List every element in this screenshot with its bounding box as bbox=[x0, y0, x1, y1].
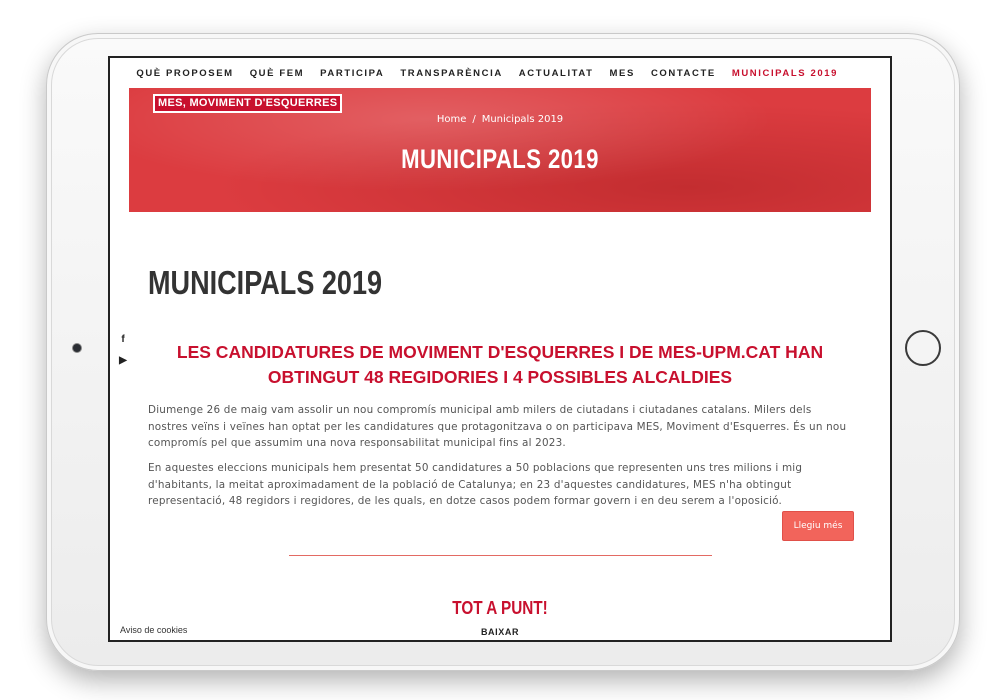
read-more-button[interactable]: Llegiu més bbox=[782, 511, 854, 541]
page-title: MUNICIPALS 2019 bbox=[148, 264, 383, 301]
nav-item-que-proposem[interactable]: QUÈ PROPOSEM bbox=[136, 67, 234, 79]
breadcrumb-current: Municipals 2019 bbox=[481, 114, 564, 125]
social-share-bar bbox=[116, 334, 130, 376]
article-headline[interactable]: LES CANDIDATURES DE MOVIMENT D'ESQUERRES I DE MES-UPM.CAT HAN OBTINGUT 48 REGIDORIES I 4 POSSIBLES ALCALDIES bbox=[176, 342, 824, 387]
nav-item-municipals-2019[interactable]: MUNICIPALS 2019 bbox=[731, 67, 838, 79]
breadcrumb bbox=[129, 114, 871, 125]
article-paragraph-1: Diumenge 26 de maig vam assolir un nou compromís municipal amb milers de ciutadans i ciutadanes catalans. Milers dels nostres veïns i veïnes han optat per les candidatures que protagonitzava o on participava MES, Moviment d'Esquerres. És un nou compromís pel que assumim una nova responsabilitat municipal fins al 2023. bbox=[148, 404, 847, 450]
site-logo[interactable]: MES, MOVIMENT D'ESQUERRES bbox=[153, 94, 342, 113]
article-paragraph-2: En aquestes eleccions municipals hem presentat 50 candidatures a 50 poblacions que representen uns tres milions i mig d'habitants, la meitat aproximadament de la població de Catalunya; en 23 d'aquestes candidatures, MES n'ha obtingut representació, 48 regidors i regidores, de les quals, en dotze casos podem formar govern i en deu serem a l'oposició. bbox=[148, 462, 803, 508]
section-title: TOT A PUNT! bbox=[452, 598, 548, 618]
nav-item-mes[interactable]: MES bbox=[609, 67, 635, 79]
breadcrumb-separator: / bbox=[472, 114, 476, 125]
twitter-icon[interactable]: ▶ bbox=[119, 355, 127, 366]
cookie-notice[interactable]: Aviso de cookies bbox=[120, 625, 188, 635]
section-divider bbox=[289, 555, 712, 556]
nav-item-actualitat[interactable]: ACTUALITAT bbox=[518, 67, 594, 79]
banner-title: MUNICIPALS 2019 bbox=[401, 144, 599, 174]
screen bbox=[108, 56, 892, 642]
tablet-home-button[interactable] bbox=[905, 330, 941, 366]
download-link[interactable]: BAIXAR bbox=[480, 627, 520, 637]
main-nav bbox=[110, 58, 890, 88]
nav-item-participa[interactable]: PARTICIPA bbox=[320, 67, 385, 79]
nav-item-transparencia[interactable]: TRANSPARÈNCIA bbox=[400, 67, 503, 79]
breadcrumb-home-link[interactable]: Home bbox=[436, 114, 467, 125]
facebook-icon[interactable]: f bbox=[121, 334, 125, 345]
nav-item-contacte[interactable]: CONTACTE bbox=[650, 67, 716, 79]
tablet-camera bbox=[73, 344, 81, 352]
hero-banner bbox=[129, 88, 871, 212]
nav-item-que-fem[interactable]: QUÈ FEM bbox=[249, 67, 305, 79]
